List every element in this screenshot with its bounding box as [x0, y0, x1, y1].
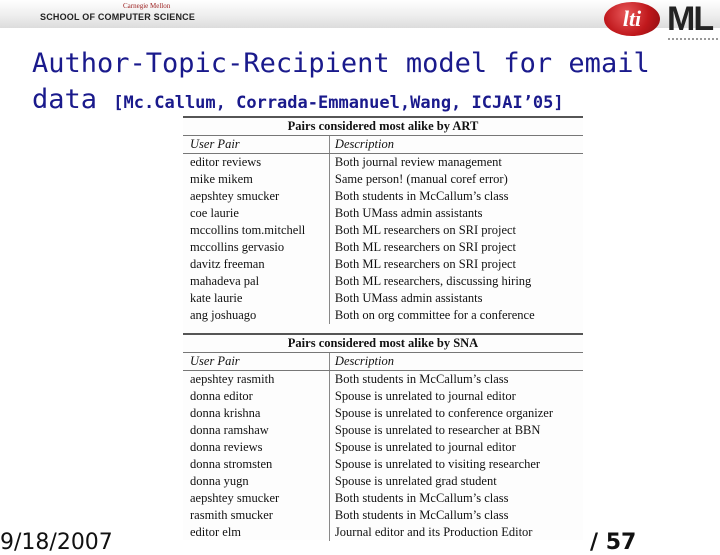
art-table — [183, 116, 583, 324]
description-cell: Both ML researchers on SRI project — [334, 223, 517, 237]
ml-logo: ML — [667, 0, 713, 38]
user-pair-cell: aepshtey rasmith — [183, 371, 330, 388]
table-title: Pairs considered most alike by ART — [183, 118, 583, 136]
user-pair-cell: coe laurie — [183, 205, 330, 222]
sna-table — [183, 333, 583, 541]
table-row — [183, 256, 583, 273]
user-pair-cell: editor elm — [183, 524, 330, 541]
user-pair-cell: mahadeva pal — [183, 273, 330, 290]
table-row — [183, 371, 583, 388]
user-pair-cell: mccollins gervasio — [183, 239, 330, 256]
user-pair-cell: mike mikem — [183, 171, 330, 188]
lti-logo: lti — [604, 2, 660, 36]
table-body — [183, 154, 583, 324]
table-row — [183, 490, 583, 507]
column-header: User Pair — [183, 136, 330, 153]
user-pair-cell: donna ramshaw — [183, 422, 330, 439]
table-row — [183, 388, 583, 405]
user-pair-cell: donna reviews — [183, 439, 330, 456]
user-pair-cell: rasmith smucker — [183, 507, 330, 524]
table-row — [183, 290, 583, 307]
description-cell: Both students in McCallum’s class — [334, 189, 509, 203]
table-spacer — [183, 324, 583, 333]
table-row — [183, 524, 583, 541]
comparison-tables — [183, 116, 583, 540]
table-row — [183, 507, 583, 524]
user-pair-cell: donna yugn — [183, 473, 330, 490]
table-title: Pairs considered most alike by SNA — [183, 335, 583, 353]
description-cell: Journal editor and its Production Editor — [334, 525, 533, 539]
description-cell: Both ML researchers on SRI project — [334, 240, 517, 254]
description-cell: Spouse is unrelated to journal editor — [334, 440, 516, 454]
table-header-row — [183, 136, 583, 154]
user-pair-cell: davitz freeman — [183, 256, 330, 273]
slide-title — [32, 46, 672, 121]
column-header: Description — [334, 137, 394, 151]
user-pair-cell: kate laurie — [183, 290, 330, 307]
cmu-logo: Carnegie Mellon — [123, 2, 171, 10]
table-row — [183, 154, 583, 171]
column-header: User Pair — [183, 353, 330, 370]
user-pair-cell: aepshtey smucker — [183, 490, 330, 507]
user-pair-cell: mccollins tom.mitchell — [183, 222, 330, 239]
table-row — [183, 473, 583, 490]
description-cell: Both UMass admin assistants — [334, 291, 483, 305]
description-cell: Both ML researchers, discussing hiring — [334, 274, 532, 288]
ml-logo-underline — [668, 38, 718, 43]
description-cell: Both students in McCallum’s class — [334, 508, 509, 522]
user-pair-cell: donna krishna — [183, 405, 330, 422]
description-cell: Both students in McCallum’s class — [334, 491, 509, 505]
table-row — [183, 205, 583, 222]
footer-date: 9/18/2007 — [0, 530, 113, 555]
table-body — [183, 371, 583, 541]
title-line-2-word: data — [32, 84, 98, 115]
table-row — [183, 188, 583, 205]
user-pair-cell: ang joshuago — [183, 307, 330, 324]
table-row — [183, 222, 583, 239]
table-row — [183, 171, 583, 188]
description-cell: Both journal review management — [334, 155, 502, 169]
column-header: Description — [334, 354, 394, 368]
description-cell: Spouse is unrelated grad student — [334, 474, 497, 488]
description-cell: Both UMass admin assistants — [334, 206, 483, 220]
description-cell: Spouse is unrelated to conference organizer — [334, 406, 554, 420]
description-cell: Both ML researchers on SRI project — [334, 257, 517, 271]
title-line-1: Author-Topic-Recipient model for email — [32, 48, 650, 79]
table-row — [183, 439, 583, 456]
description-cell: Both students in McCallum’s class — [334, 372, 509, 386]
table-row — [183, 307, 583, 324]
description-cell: Spouse is unrelated to journal editor — [334, 389, 516, 403]
table-row — [183, 273, 583, 290]
table-header-row — [183, 353, 583, 371]
user-pair-cell: editor reviews — [183, 154, 330, 171]
footer-page-number: / 57 — [590, 530, 637, 555]
table-row — [183, 456, 583, 473]
table-row — [183, 405, 583, 422]
description-cell: Spouse is unrelated to researcher at BBN — [334, 423, 541, 437]
description-cell: Both on org committee for a conference — [334, 308, 535, 322]
citation: [Mc.Callum, Corrada-Emmanuel,Wang, ICJAI’05] — [113, 93, 564, 113]
table-row — [183, 239, 583, 256]
user-pair-cell: aepshtey smucker — [183, 188, 330, 205]
table-row — [183, 422, 583, 439]
user-pair-cell: donna editor — [183, 388, 330, 405]
description-cell: Same person! (manual coref error) — [334, 172, 508, 186]
user-pair-cell: donna stromsten — [183, 456, 330, 473]
description-cell: Spouse is unrelated to visiting researcher — [334, 457, 541, 471]
school-name: SCHOOL OF COMPUTER SCIENCE — [40, 12, 196, 22]
